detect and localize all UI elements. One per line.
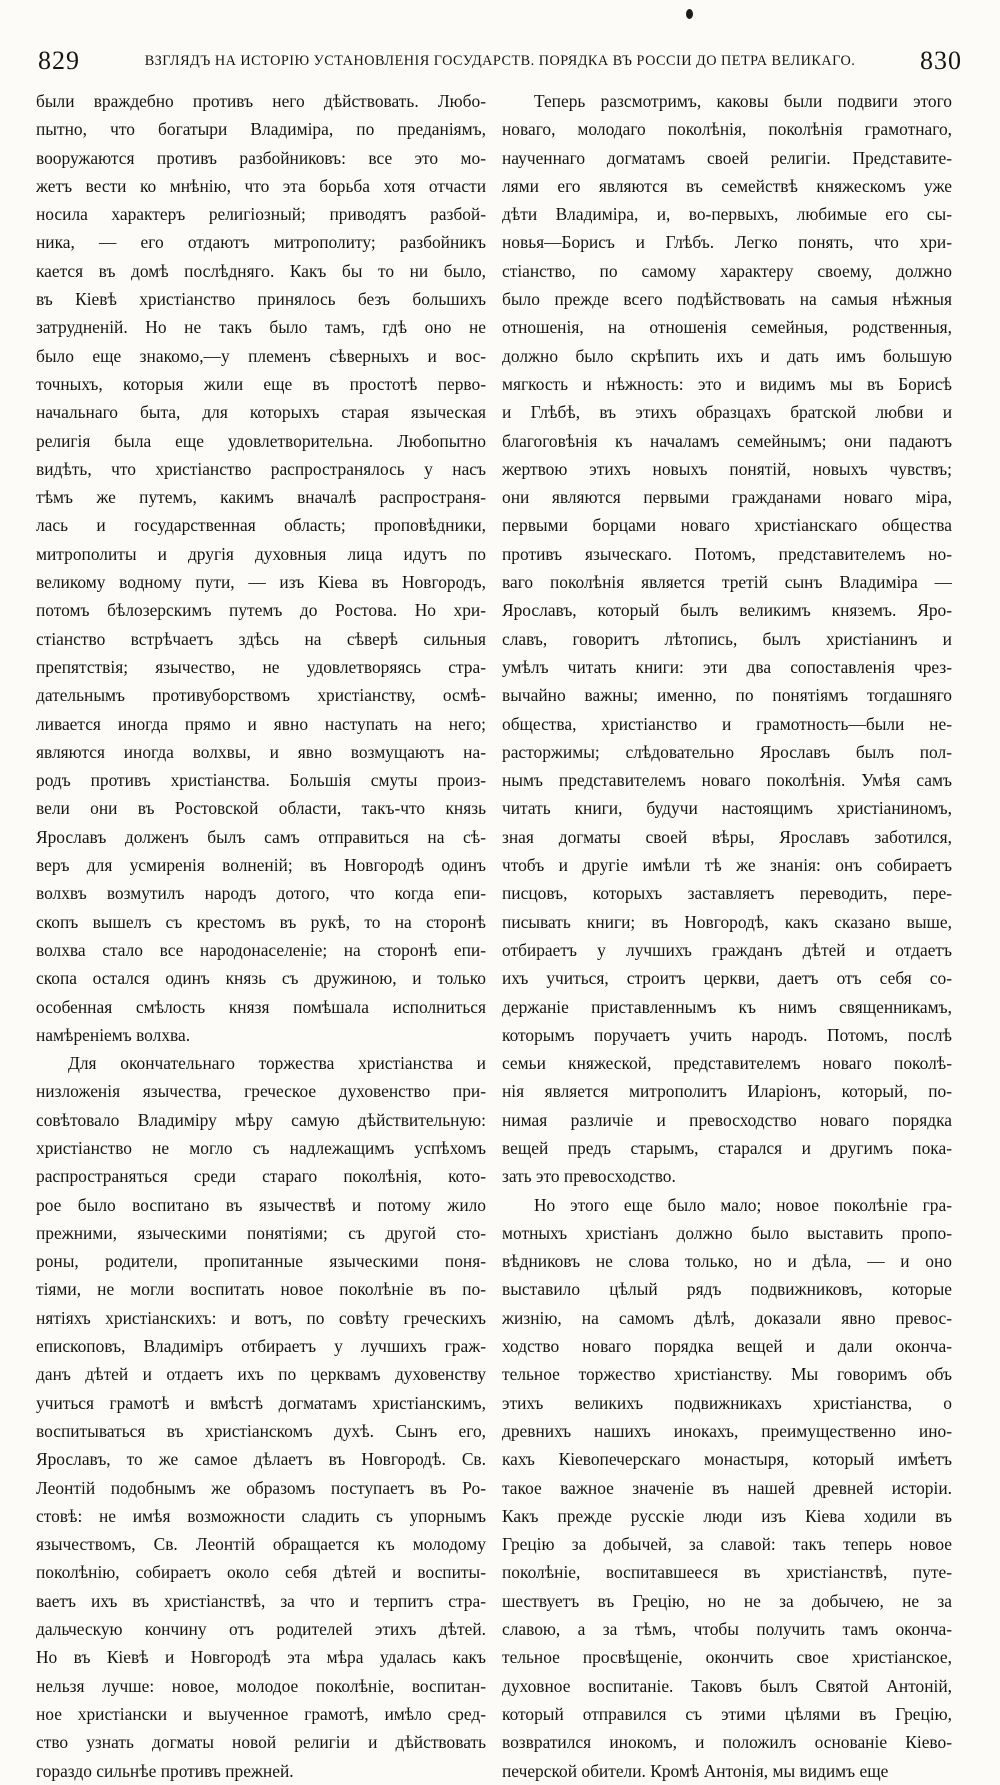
text-line: такое важное значеніе въ нашей древней исторіи.: [502, 1477, 952, 1498]
text-line: родъ противъ христіанства. Большія смуты произ-: [36, 770, 486, 791]
text-line: намѣреніемъ волхва.: [36, 1024, 191, 1045]
text-line: которымъ поручаетъ учить народъ. Потомъ, послѣ: [502, 1024, 952, 1045]
text-line: ихъ учиться, строитъ церкви, даетъ отъ себя со-: [502, 968, 952, 989]
text-line: скопъ вышелъ съ крестомъ въ рукѣ, то на сторонѣ: [36, 911, 486, 932]
text-line: вооружаются противъ разбойниковъ: все это мо-: [36, 147, 486, 168]
text-line: поколѣніе, воспитавшееся въ христіанствѣ, путе-: [502, 1562, 952, 1583]
text-line: дальческую кончину отъ родителей этихъ дѣтей.: [36, 1619, 486, 1640]
text-line: тіями, не могли воспитать новое поколѣніе въ по-: [36, 1279, 486, 1300]
text-line: пытно, что богатыри Владиміра, по преданіямъ,: [36, 119, 486, 140]
text-line: было прежде всего подѣйствовать на самыя нѣжныя: [502, 289, 952, 310]
text-line: ходство новаго порядка вещей и дали оконча-: [502, 1336, 952, 1357]
text-line: Ярославъ долженъ былъ самъ отправиться на сѣ-: [36, 826, 486, 847]
text-line: лями его являются въ семействѣ княжескомъ уже: [502, 175, 952, 196]
text-line: стіанство встрѣчаетъ здѣсь на сѣверѣ сильныя: [36, 628, 486, 649]
text-line: язычествомъ, Св. Леонтій обращается къ молодому: [36, 1534, 486, 1555]
text-line: начальнаго быта, для которыхъ старая языческая: [36, 402, 486, 423]
text-line: отношенія, на отношенія семейныя, родственныя,: [502, 317, 952, 338]
text-line: видѣть, что христіанство распространялось у насъ: [36, 458, 486, 479]
text-line: этихъ великихъ подвижникахъ христіанства, о: [502, 1392, 952, 1413]
text-line: распространяться среди стараго поколѣнія, кото-: [36, 1166, 486, 1187]
text-line: наученнаго догматамъ своей религіи. Представите-: [502, 147, 952, 168]
text-line: стовѣ: не имѣя возможности сладить съ упорнымъ: [36, 1505, 486, 1526]
text-line: нимая различіе и превосходство новаго порядка: [502, 1109, 952, 1130]
text-line: Ярославъ, то же самое дѣлаетъ въ Новгородѣ. Св.: [36, 1449, 486, 1470]
text-line: вещей предъ старымъ, старался и другимъ пока-: [502, 1137, 952, 1158]
text-line: ваго поколѣнія является третій сынъ Владиміра —: [502, 572, 952, 593]
running-title: ВЗГЛЯДЪ НА ИСТОРІЮ УСТАНОВЛЕНІЯ ГОСУДАРСТВ. ПОРЯДКА ВЪ РОССІИ ДО ПЕТРА ВЕЛИКАГО.: [144, 52, 856, 69]
running-header: [38, 44, 962, 78]
text-line: дательнымъ противуборствомъ христіанству, осмѣ-: [36, 685, 486, 706]
text-line: должно было скрѣпить ихъ и дать имъ большую: [502, 345, 952, 366]
text-line: Для окончательнаго торжества христіанства и: [68, 1053, 486, 1074]
text-line: вѣдниковъ не слова только, но и дѣла, — и оно: [502, 1251, 952, 1272]
text-line: являются иногда волхвы, и явно возмущаютъ на-: [36, 741, 486, 762]
text-line: ство узнать догматы новой религіи и дѣйствовать: [36, 1732, 486, 1753]
text-line: шествуетъ въ Грецію, но не за добычею, не за: [502, 1590, 952, 1611]
text-line: ное христіански и выученное грамотѣ, имѣло сред-: [36, 1703, 486, 1724]
text-line: мотныхъ христіанъ должно было выставить пропо-: [502, 1222, 952, 1243]
left-text-column: [36, 87, 486, 1785]
text-line: Теперь разсмотримъ, каковы были подвиги этого: [534, 91, 952, 111]
right-text-column: [502, 87, 952, 1785]
text-line: духовное воспитаніе. Таковъ былъ Святой Антоній,: [502, 1675, 952, 1696]
text-line: тельное просвѣщеніе, окончить свое христіанское,: [502, 1647, 952, 1668]
text-line: кается въ домѣ послѣдняго. Какъ бы то ни было,: [36, 260, 486, 281]
text-line: новья—Борисъ и Глѣбъ. Легко понять, что хри-: [502, 232, 952, 253]
text-line: жертвою этихъ новыхъ понятій, новыхъ чувствъ;: [502, 458, 952, 479]
text-line: семьи княжеской, представителемъ новаго поколѣ-: [502, 1053, 952, 1074]
text-line: писывать книги; въ Новгородѣ, какъ сказано выше,: [502, 911, 952, 932]
text-line: данъ дѣтей и отдаетъ ихъ по церквамъ духовенству: [36, 1364, 486, 1385]
text-line: роны, родители, пропитанные языческими поня-: [36, 1251, 486, 1272]
text-line: волхва стало все народонаселеніе; на сторонѣ епи-: [36, 939, 486, 960]
text-line: выставило цѣлый рядъ подвижниковъ, которые: [502, 1279, 952, 1300]
text-line: носила характеръ религіозный; приводятъ разбой-: [36, 204, 486, 225]
text-line: учиться грамотѣ и вмѣстѣ догматамъ христіанскимъ,: [36, 1392, 486, 1413]
text-line: мягкость и нѣжность: это и видимъ мы въ Борисѣ: [502, 373, 952, 394]
text-line: зная догматы своей вѣры, Ярославъ заботился,: [502, 826, 952, 847]
text-line: древнихъ нашихъ инокахъ, преимущественно ино-: [502, 1420, 952, 1441]
text-line: ливается иногда прямо и явно наступать на него;: [36, 713, 486, 734]
text-line: Но этого еще было мало; новое поколѣніе гра-: [534, 1194, 952, 1215]
text-line: славою, а за тѣмъ, чтобы получить тамъ оконча-: [502, 1619, 952, 1640]
text-line: низложенія язычества, греческое духовенство при-: [36, 1081, 486, 1102]
text-line: Леонтій подобнымъ же образомъ поступаетъ въ Ро-: [36, 1477, 486, 1498]
text-line: стіанство, по самому характеру своему, должно: [502, 260, 952, 281]
text-line: возвратился инокомъ, и положилъ основаніе Кіево-: [502, 1732, 952, 1753]
text-line: они являются первыми гражданами новаго міра,: [502, 487, 952, 508]
text-line: волхвъ возмутилъ народъ дотого, что когда епи-: [36, 883, 486, 904]
text-line: Грецію за добычей, за славой: такъ теперь новое: [502, 1534, 952, 1555]
text-line: печерской обители. Кромѣ Антонія, мы видимъ еще: [502, 1760, 889, 1781]
text-line: потомъ бѣлозерскимъ путемъ до Ростова. Но хри-: [36, 600, 486, 621]
text-line: славъ, говоритъ лѣтопись, былъ христіанинъ и: [502, 628, 952, 649]
text-line: благоговѣнія къ началамъ семейнымъ; они падаютъ: [502, 430, 952, 451]
text-line: митрополиты и другія духовныя лица идутъ по: [36, 543, 486, 564]
text-line: и Глѣбѣ, въ этихъ образцахъ братской любви и: [502, 402, 952, 423]
text-line: христіанство не могло съ надлежащимъ успѣхомъ: [36, 1137, 486, 1158]
text-line: нія является митрополитъ Иларіонъ, который, по-: [502, 1081, 952, 1102]
text-line: ника, — его отдаютъ митрополиту; разбойникъ: [36, 232, 486, 253]
text-line: совѣтовало Владиміру мѣру самую дѣйствительную:: [36, 1109, 486, 1130]
text-line: Ярославъ, который былъ великимъ княземъ. Яро-: [502, 600, 952, 621]
text-line: нятіяхъ христіанскихъ: и вотъ, по совѣту греческихъ: [36, 1307, 486, 1328]
text-line: веръ для усмиренія волненій; въ Новгородѣ одинъ: [36, 855, 486, 876]
text-line: препятствія; язычество, не удовлетворяясь стра-: [36, 656, 486, 677]
ink-dot: [686, 9, 693, 19]
text-line: ваетъ ихъ въ христіанствѣ, за что и терпитъ стра-: [36, 1590, 486, 1611]
text-line: жетъ вести ко мнѣнію, что эта борьба хотя отчасти: [36, 175, 486, 196]
left-page-number: 829: [38, 46, 80, 75]
text-line: религія была еще удовлетворительна. Любопытно: [36, 430, 486, 451]
text-line: гораздо сильнѣе противъ прежней.: [36, 1760, 294, 1781]
text-line: расторжимы; слѣдовательно Ярославъ былъ пол-: [502, 741, 952, 762]
text-line: нельзя лучше: новое, молодое поколѣніе, воспитан-: [36, 1675, 486, 1696]
text-line: отбираетъ у лучшихъ гражданъ дѣтей и отдаетъ: [502, 939, 952, 960]
text-line: рое было воспитано въ язычествѣ и потому жило: [36, 1194, 486, 1215]
text-line: дѣти Владиміра, и, во-первыхъ, любимые его сы-: [502, 204, 952, 225]
text-line: были враждебно противъ него дѣйствовать. Любо-: [36, 91, 486, 111]
right-page-number: 830: [920, 46, 962, 75]
text-line: великому водному пути, — изъ Кіева въ Новгородъ,: [36, 572, 486, 593]
text-line: вели они въ Ростовской области, такъ-что князь: [36, 798, 486, 819]
text-line: тѣмъ же путемъ, какимъ вначалѣ распространя-: [36, 487, 486, 508]
text-line: точныхъ, которыя жили еще въ простотѣ перво-: [36, 373, 486, 394]
text-line: нымъ представителемъ новаго поколѣнія. Умѣя самъ: [502, 770, 952, 791]
text-line: новаго, молодаго поколѣнія, поколѣнія грамотнаго,: [502, 119, 952, 140]
text-line: Но въ Кіевѣ и Новгородѣ эта мѣра удалась какъ: [36, 1647, 486, 1668]
text-line: умѣлъ читать книги: эти два сопоставленія чрез-: [502, 656, 952, 677]
text-line: въ Кіевѣ христіанство принялось безъ большихъ: [36, 289, 486, 310]
text-line: жизнію, на самомъ дѣлѣ, доказали явно превос-: [502, 1307, 952, 1328]
text-line: читать книги, будучи настоящимъ христіаниномъ,: [502, 798, 952, 819]
text-line: было еще знакомо,—у племенъ сѣверныхъ и вос-: [36, 345, 486, 366]
text-line: особенная смѣлость князя помѣшала исполниться: [36, 996, 486, 1017]
text-line: воспитываться въ христіанскомъ духѣ. Сынъ его,: [36, 1420, 486, 1441]
text-line: Какъ прежде русскіе люди изъ Кіева ходили въ: [502, 1505, 952, 1526]
text-line: первыми борцами новаго христіанскаго общества: [502, 515, 952, 536]
text-line: противъ языческаго. Потомъ, представителемъ но-: [502, 543, 952, 564]
text-line: кахъ Кіевопечерскаго монастыря, который имѣетъ: [502, 1449, 952, 1470]
text-line: прежними, языческими понятіями; съ другой сто-: [36, 1222, 486, 1243]
text-line: вычайно важны; именно, по понятіямъ тогдашняго: [502, 685, 952, 706]
text-line: писцовъ, которыхъ заставляетъ переводить, пере-: [502, 883, 952, 904]
text-line: скопа остался одинъ князь съ дружиною, и только: [36, 968, 486, 989]
text-line: зать это превосходство.: [502, 1166, 676, 1187]
text-line: поколѣнію, собираетъ около себя дѣтей и воспиты-: [36, 1562, 486, 1583]
text-line: общества, христіанство и грамотность—были не-: [502, 713, 952, 734]
text-line: чтобъ и другіе имѣли тѣ же знанія: онъ собираетъ: [502, 855, 952, 876]
text-line: епископовъ, Владиміръ отбираетъ у лучшихъ граж-: [36, 1336, 486, 1357]
text-line: тельное торжество христіанству. Мы говоримъ объ: [502, 1364, 952, 1385]
text-line: затрудненій. Но не такъ было тамъ, гдѣ оно не: [36, 317, 486, 338]
text-line: держаніе приставленнымъ къ нимъ священникамъ,: [502, 996, 952, 1017]
text-line: лась и государственная область; проповѣдники,: [36, 515, 486, 536]
text-line: который отправился съ этими цѣлями въ Грецію,: [502, 1703, 952, 1724]
